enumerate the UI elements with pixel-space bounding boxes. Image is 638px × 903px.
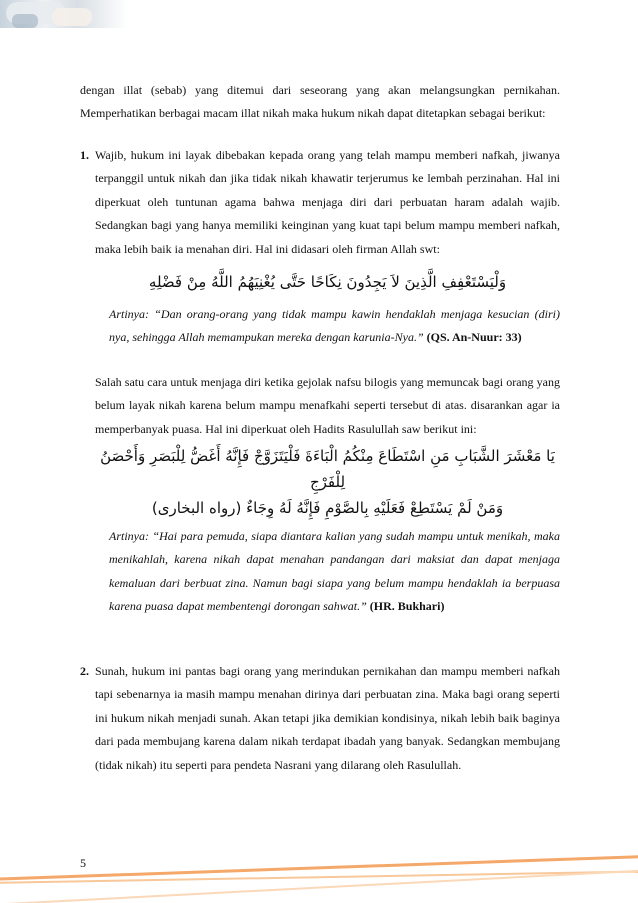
hadith-reference: (HR. Bukhari) xyxy=(369,599,445,614)
item-number: 2. xyxy=(80,664,89,678)
item-1-text: Wajib, hukum ini layak dibebakan kepada orang yang telah mampu memberi nafkah, jiwanya terpanggil untuk nikah dan jika tidak nikah khawatir terjerumus ke lembah perzinahan. Hal ini diperkuat oleh tuntunan agama bahwa menjaga diri dari perbuatan haram adalah wajib. Sedangkan bagi yang hanya memiliki keinginan yang kuat tapi belum mampu memberi nafkah, maka lebih baik ia menahan diri. Hal ini didasari oleh firman Allah swt: xyxy=(95,148,560,256)
header-photo xyxy=(0,0,128,28)
item-2-text: Sunah, hukum ini pantas bagi orang yang merindukan pernikahan dan mampu memberi nafkah tapi sebenarnya ia masih mampu menahan dirinya dari perbuatan zina. Maka bagi orang seperti ini hukum nikah menjadi sunah. Akan tetapi jika demikian kondisinya, nikah lebih baik baginya dari pada membujang karena dalam nikah terdapat ibadah yang banyak. Sedangkan membujang (tidak nikah) itu seperti para pendeta Nasrani yang dilarang oleh Rasulullah. xyxy=(95,664,560,772)
item-1-text-2: Salah satu cara untuk menjaga diri ketika gejolak nafsu bilogis yang memuncak bagi orang yang belum layak nikah karena belum mampu menafkahi seperti tersebut di atas. disarankan agar ia memperbanyak puasa. Hal ini diperkuat oleh Hadits Rasulullah saw berikut ini: xyxy=(95,374,560,436)
hadith-arabic-line-1: يَا مَعْشَرَ الشَّبَابِ مَنِ اسْتَطَاعَ مِنْكُمُ الْبَاءَةَ فَلْيَتَزَوَّجْ فَإِنَّهُ أَغَضُّ لِلْبَصَرِ وَأَحْصَنُ لِلْفَرْجِ xyxy=(100,447,555,492)
intro-text: dengan illat (sebab) yang ditemui dari seseorang yang akan melangsungkan pernikahan. Memperhatikan berbagai macam illat nikah maka hukum nikah dapat ditetapkan sebagai berikut: xyxy=(80,83,560,121)
list-item-2 xyxy=(80,660,560,777)
quran-translation: Artinya: “Dan orang-orang yang tidak mampu kawin hendaklah menjaga kesucian (diri) nya, sehingga Allah memampukan mereka dengan karunia-Nya.” (QS. An-Nuur: 33) xyxy=(109,307,560,345)
quran-verse-arabic: وَلْيَسْتَعْفِفِ الَّذِينَ لاَ يَجِدُونَ نِكَاحًا حَتَّى يُغْنِيَهُمُ اللَّهُ مِنْ فَضْلِهِ xyxy=(148,273,507,292)
item-number: 1. xyxy=(80,148,89,162)
hadith-arabic-line-2: وَمَنْ لَمْ يَسْتَطِعْ فَعَلَيْهِ بِالصَّوْمِ فَإِنَّهُ لَهُ وِجَاءٌ (رواه البخارى) xyxy=(151,499,504,518)
footer-decoration xyxy=(0,826,638,903)
intro-paragraph xyxy=(80,79,560,126)
hadith-translation: Artinya: “Hai para pemuda, siapa diantara kalian yang sudah mampu untuk menikah, maka menikahlah, karena nikah dapat menahan pandangan dari maksiat dan dapat menjaga kemaluan dari berbuat zina. Namun bagi siapa yang belum mampu hendaklah ia berpuasa karena puasa dapat membentengi dorongan sahwat.” (HR. Bukhari) xyxy=(109,529,560,614)
list-item-1 xyxy=(80,144,560,619)
page-number: 5 xyxy=(80,856,86,870)
quran-reference: (QS. An-Nuur: 33) xyxy=(426,330,522,345)
